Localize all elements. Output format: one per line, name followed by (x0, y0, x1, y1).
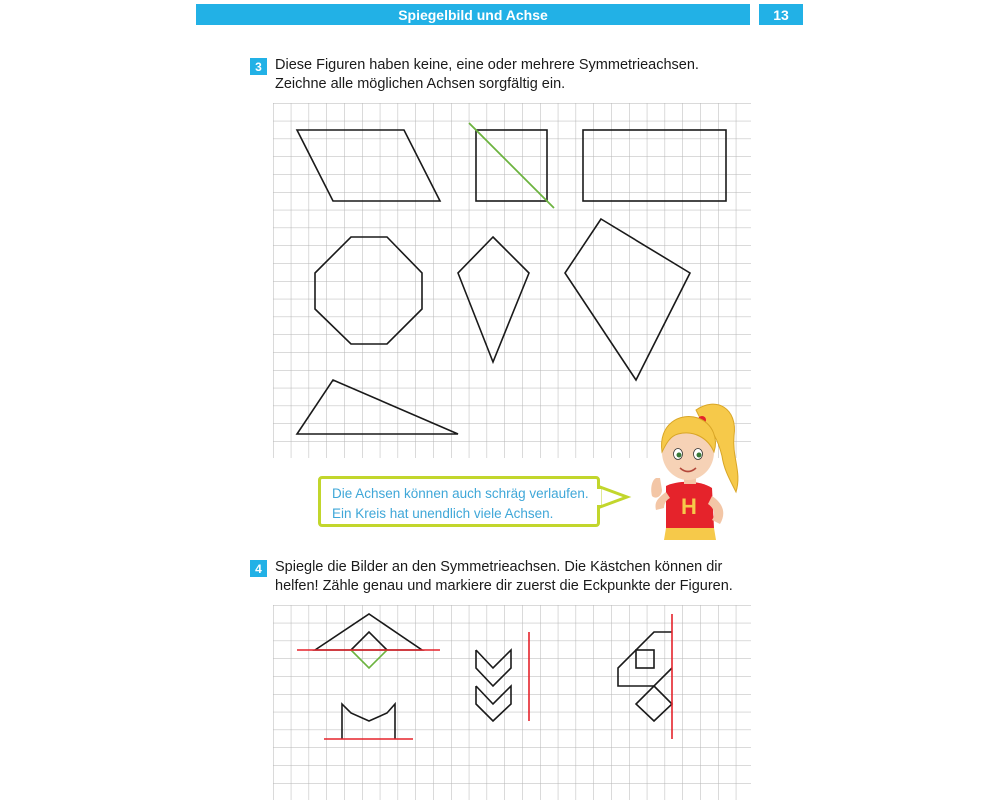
svg-text:H: H (681, 494, 697, 519)
speech-bubble-tail (597, 485, 637, 515)
hint-line-2: Ein Kreis hat unendlich viele Achsen. (332, 506, 554, 521)
page-number: 13 (773, 6, 789, 23)
task-3-instructions (275, 56, 699, 94)
girl-mascot-illustration (636, 400, 751, 540)
task-4-grid (273, 605, 751, 800)
task-4-instructions (275, 558, 733, 596)
chapter-title-bar (196, 4, 750, 25)
chapter-title: Spiegelbild und Achse (398, 6, 548, 23)
hint-speech-bubble (318, 476, 600, 527)
task-4-number: 4 (250, 560, 267, 577)
task-4-line-2: helfen! Zähle genau und markiere dir zuerst die Eckpunkte der Figuren. (275, 578, 733, 594)
task-4-line-1: Spiegle die Bilder an den Symmetrieachsen. Die Kästchen können dir (275, 559, 723, 575)
hint-line-1: Die Achsen können auch schräg verlaufen. (332, 486, 589, 501)
page-number-badge (759, 4, 803, 25)
task-3-number: 3 (250, 58, 267, 75)
task-3-line-1: Diese Figuren haben keine, eine oder mehrere Symmetrieachsen. (275, 57, 699, 73)
task-3-line-2: Zeichne alle möglichen Achsen sorgfältig ein. (275, 76, 566, 92)
